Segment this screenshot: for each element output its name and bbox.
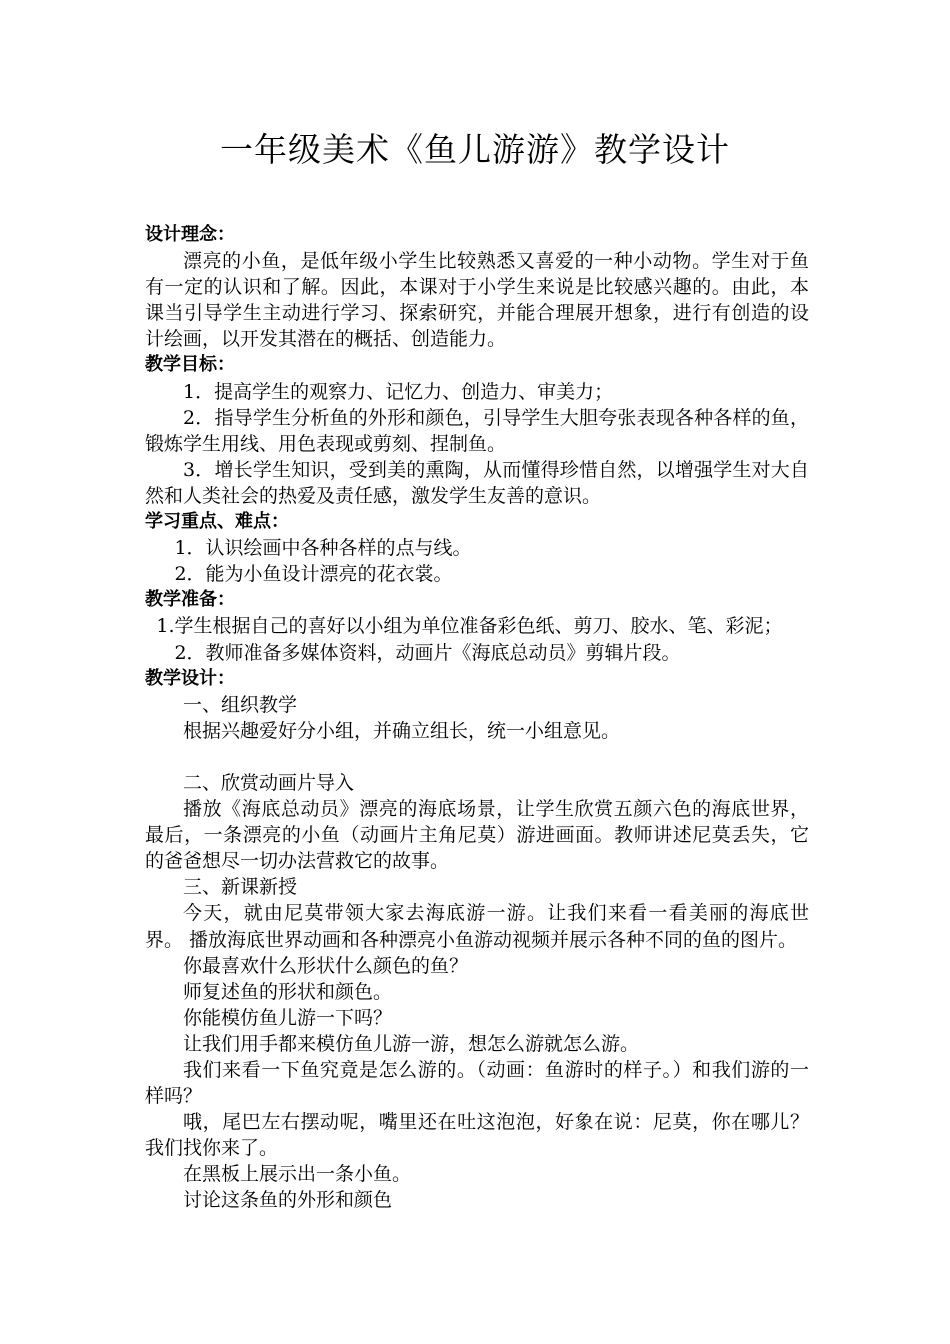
- concept-paragraph: 漂亮的小鱼，是低年级小学生比较熟悉又喜爱的一种小动物。学生对于鱼有一定的认识和了解。因此，本课对于小学生来说是比较感兴趣的。由此，本课当引导学生主动进行学习、探索研究，并能合理展开想象，进行有创造的设计绘画，以开发其潜在的概括、创造能力。: [145, 250, 809, 351]
- document-body: [145, 222, 809, 1214]
- blank-line: [145, 744, 809, 770]
- step-title: 一、组织教学: [183, 693, 298, 716]
- step-paragraph: 哦，尾巴左右摆动呢，嘴里还在吐这泡泡，好象在说：尼莫，你在哪儿？我们找你来了。: [145, 1111, 809, 1160]
- key-points-heading: 学习重点、难点：: [145, 511, 289, 533]
- step-paragraph: 你能模仿鱼儿游一下吗？: [183, 1006, 393, 1029]
- goal-item: 3．增长学生知识，受到美的熏陶，从而懂得珍惜自然，以增强学生对大自然和人类社会的热爱及责任感，激发学生友善的意识。: [145, 458, 809, 507]
- step-paragraph: 师复述鱼的形状和颜色。: [183, 980, 393, 1003]
- goal-item: 1．提高学生的观察力、记忆力、创造力、审美力；: [183, 380, 614, 403]
- step-paragraph: 你最喜欢什么形状什么颜色的鱼？: [183, 954, 469, 977]
- step-paragraph: 让我们用手都来模仿鱼儿游一游，想怎么游就怎么游。: [183, 1032, 640, 1055]
- goal-item: 2．指导学生分析鱼的外形和颜色，引导学生大胆夸张表现各种各样的鱼，锻炼学生用线、用色表现或剪刻、捏制鱼。: [145, 406, 809, 455]
- preparation-heading: 教学准备：: [145, 589, 235, 611]
- key-point-item: 2．能为小鱼设计漂亮的花衣裳。: [174, 563, 453, 586]
- document-title: 一年级美术《鱼儿游游》教学设计: [220, 130, 730, 169]
- step-paragraph: 今天，就由尼莫带领大家去海底游一游。让我们来看一看美丽的海底世界。 播放海底世界动画和各种漂亮小鱼游动视频并展示各种不同的鱼的图片。: [145, 902, 809, 951]
- step-paragraph: 在黑板上展示出一条小鱼。: [183, 1163, 412, 1186]
- step-paragraph: 根据兴趣爱好分小组，并确立组长，统一小组意见。: [183, 719, 621, 742]
- preparation-item: 1.学生根据自己的喜好以小组为单位准备彩色纸、剪刀、胶水、笔、彩泥；: [156, 615, 783, 638]
- concept-heading: 设计理念：: [145, 224, 235, 245]
- goals-heading: 教学目标：: [145, 354, 235, 376]
- design-heading: 教学设计：: [145, 667, 235, 689]
- step-paragraph: 播放《海底总动员》漂亮的海底场景，让学生欣赏五颜六色的海底世界，最后，一条漂亮的小鱼（动画片主角尼莫）游进画面。教师讲述尼莫丢失，它的爸爸想尽一切办法营救它的故事。: [145, 798, 809, 873]
- step-paragraph: 我们来看一下鱼究竟是怎么游的。（动画：鱼游时的样子。）和我们游的一样吗？: [145, 1059, 809, 1108]
- step-title: 三、新课新授: [183, 876, 298, 899]
- step-title: 二、欣赏动画片导入: [183, 771, 355, 794]
- step-paragraph: 讨论这条鱼的外形和颜色: [183, 1189, 393, 1212]
- key-point-item: 1．认识绘画中各种各样的点与线。: [174, 537, 472, 560]
- preparation-item: 2．教师准备多媒体资料，动画片《海底总动员》剪辑片段。: [174, 641, 681, 664]
